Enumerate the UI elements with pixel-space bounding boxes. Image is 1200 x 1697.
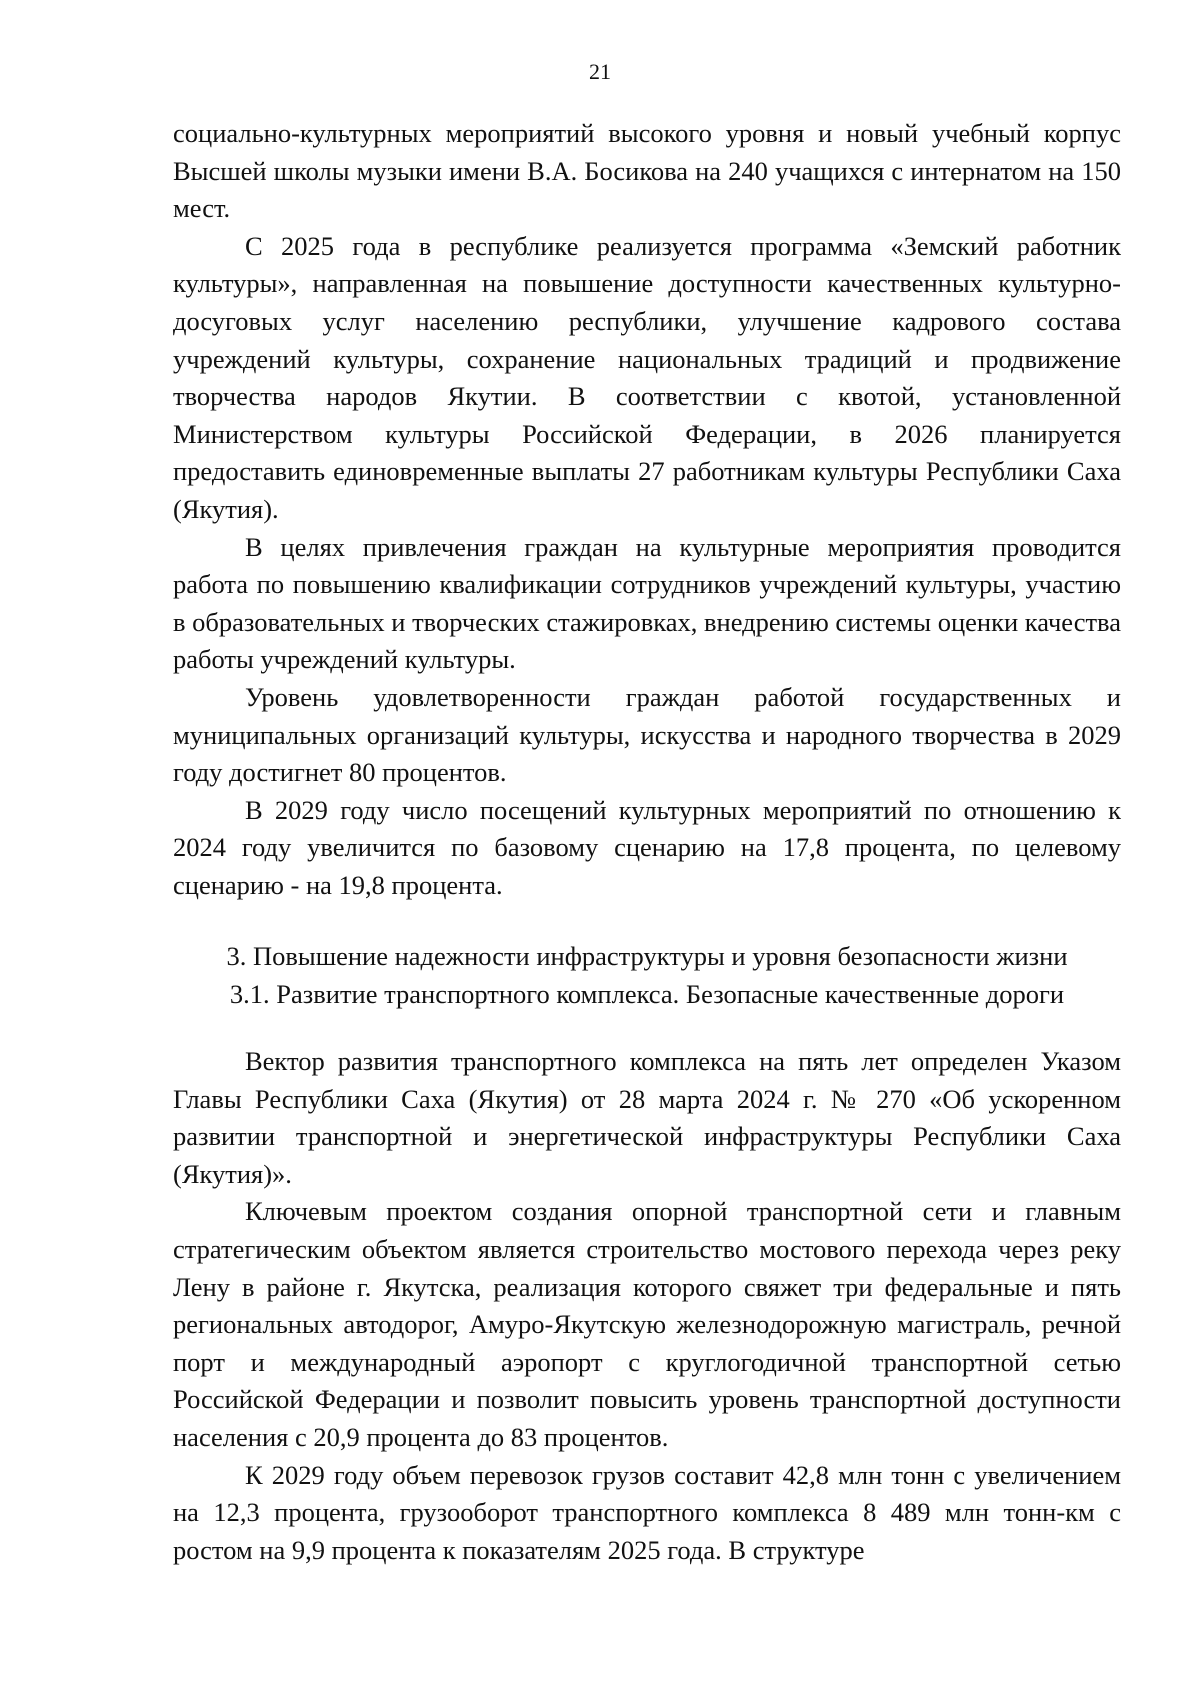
section-two-body xyxy=(173,1043,1121,1569)
paragraph-staff-training: В целях привлечения граждан на культурные мероприятия проводится работа по повышению квалификации сотрудников учреждений культуры, участию в образовательных и творческих стажировках, внедрению системы оценки качества работы учреждений культуры. xyxy=(173,531,1121,675)
paragraph-satisfaction-level: Уровень удовлетворенности граждан работой государственных и муниципальных организаций культуры, искусства и народного творчества в 2029 году достигнет 80 процентов. xyxy=(173,681,1121,788)
paragraph-lena-bridge: Ключевым проектом создания опорной транспортной сети и главным стратегическим объектом является строительство мостового перехода через реку Лену в районе г. Якутска, реализация которого свяжет три федеральные и пять региональных автодорог, Амуро-Якутскую железнодорожную магистраль, речной порт и международный аэропорт с круглогодичной транспортной сетью Российской Федерации и позволит повысить уровень транспортной доступности населения с 20,9 процента до 83 процентов. xyxy=(173,1196,1121,1452)
paragraph-cargo-volume: К 2029 году объем перевозок грузов составит 42,8 млн тонн с увеличением на 12,3 процента, грузооборот транспортного комплекса 8 489 млн тонн-км с ростом на 9,9 процента к показателям 2025 года. В структуре xyxy=(173,1459,1121,1565)
page-number: 21 xyxy=(589,59,611,84)
paragraph-transport-vector: Вектор развития транспортного комплекса на пять лет определен Указом Главы Республики Саха (Якутия) от 28 марта 2024 г. № 270 «Об ускоренном развитии транспортной и энергетической инфраструктуры Республики Саха (Якутия)». xyxy=(173,1046,1121,1189)
section-headings xyxy=(173,938,1121,1013)
paragraph-visits-growth: В 2029 году число посещений культурных мероприятий по отношению к 2024 году увеличится по базовому сценарию на 17,8 процента, по целевому сценарию - на 19,8 процента. xyxy=(173,794,1121,900)
subsection-title: 3.1. Развитие транспортного комплекса. Безопасные качественные дороги xyxy=(229,978,1065,1009)
paragraph-zemsky-program: С 2025 года в республике реализуется программа «Земский работник культуры», направленная на повышение доступности качественных культурно-досуговых услуг населению республики, улучшение кадрового состава учреждений культуры, сохранение национальных традиций и продвижение творчества народов Якутии. В соответствии с квотой, установленной Министерством культуры Российской Федерации, в 2026 планируется предоставить единовременные выплаты 27 работникам культуры Республики Саха (Якутия). xyxy=(173,230,1121,524)
paragraph-continuation: социально-культурных мероприятий высокого уровня и новый учебный корпус Высшей школы музыки имени В.А. Босикова на 240 учащихся с интернатом на 150 мест. xyxy=(173,118,1121,224)
section-one-body xyxy=(173,115,1121,904)
section-title: 3. Повышение надежности инфраструктуры и уровня безопасности жизни xyxy=(226,941,1068,971)
